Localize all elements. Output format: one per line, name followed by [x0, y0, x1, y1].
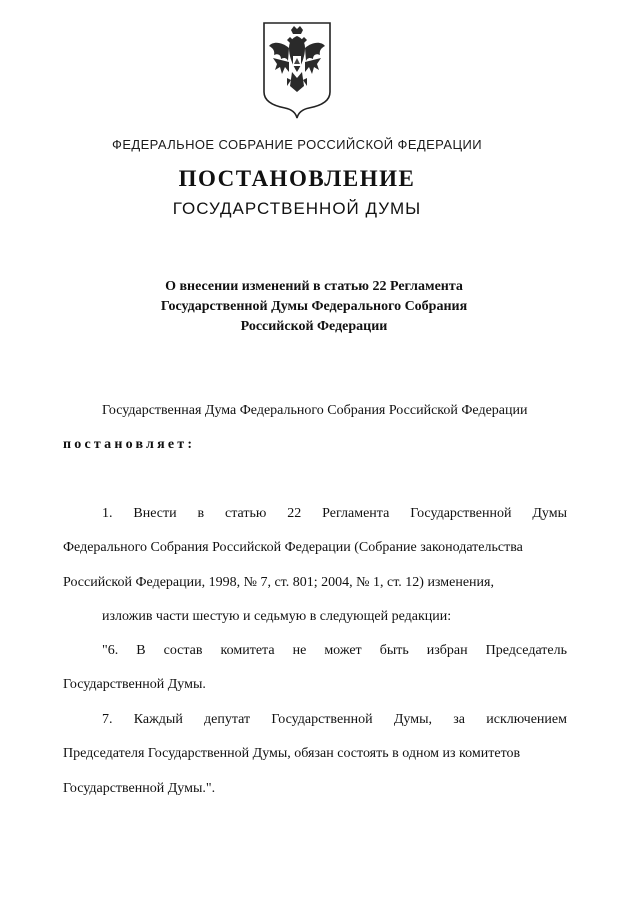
item1-line: изложив части шестую и седьмую в следующей редакции:: [102, 609, 452, 624]
item1-line: Российской Федерации, 1998, № 7, ст. 801; 2004, № 1, ст. 12) изменения,: [63, 575, 494, 590]
assembly-title: ФЕДЕРАЛЬНОЕ СОБРАНИЕ РОССИЙСКОЙ ФЕДЕРАЦИИ: [112, 137, 482, 152]
part7-line: 7. Каждый депутат Государственной Думы, за исключением: [102, 712, 567, 727]
decision-word: постановляет:: [63, 437, 196, 452]
document-type-title: ПОСТАНОВЛЕНИЕ: [178, 166, 416, 191]
subject-line: Государственной Думы Федерального Собрания: [160, 299, 468, 314]
document-issuer-title: ГОСУДАРСТВЕННОЙ ДУМЫ: [172, 199, 422, 218]
item1-line: Федерального Собрания Российской Федерации (Собрание законодательства: [63, 540, 523, 555]
subject-line: О внесении изменений в статью 22 Регламента: [165, 279, 463, 294]
preamble-line: Государственная Дума Федерального Собрания Российской Федерации: [102, 403, 528, 418]
part7-line: Председателя Государственной Думы, обязан состоять в одном из комитетов: [63, 746, 521, 761]
part6-line: Государственной Думы.: [63, 677, 206, 692]
item1-line: 1. Внести в статью 22 Регламента Государственной Думы: [102, 506, 567, 521]
coat-of-arms-icon: [261, 20, 333, 120]
part7-line: Государственной Думы.".: [63, 781, 216, 796]
subject-line: Российской Федерации: [240, 319, 388, 334]
part6-line: "6. В состав комитета не может быть избран Председатель: [102, 643, 567, 658]
document-subject: [0, 277, 628, 337]
